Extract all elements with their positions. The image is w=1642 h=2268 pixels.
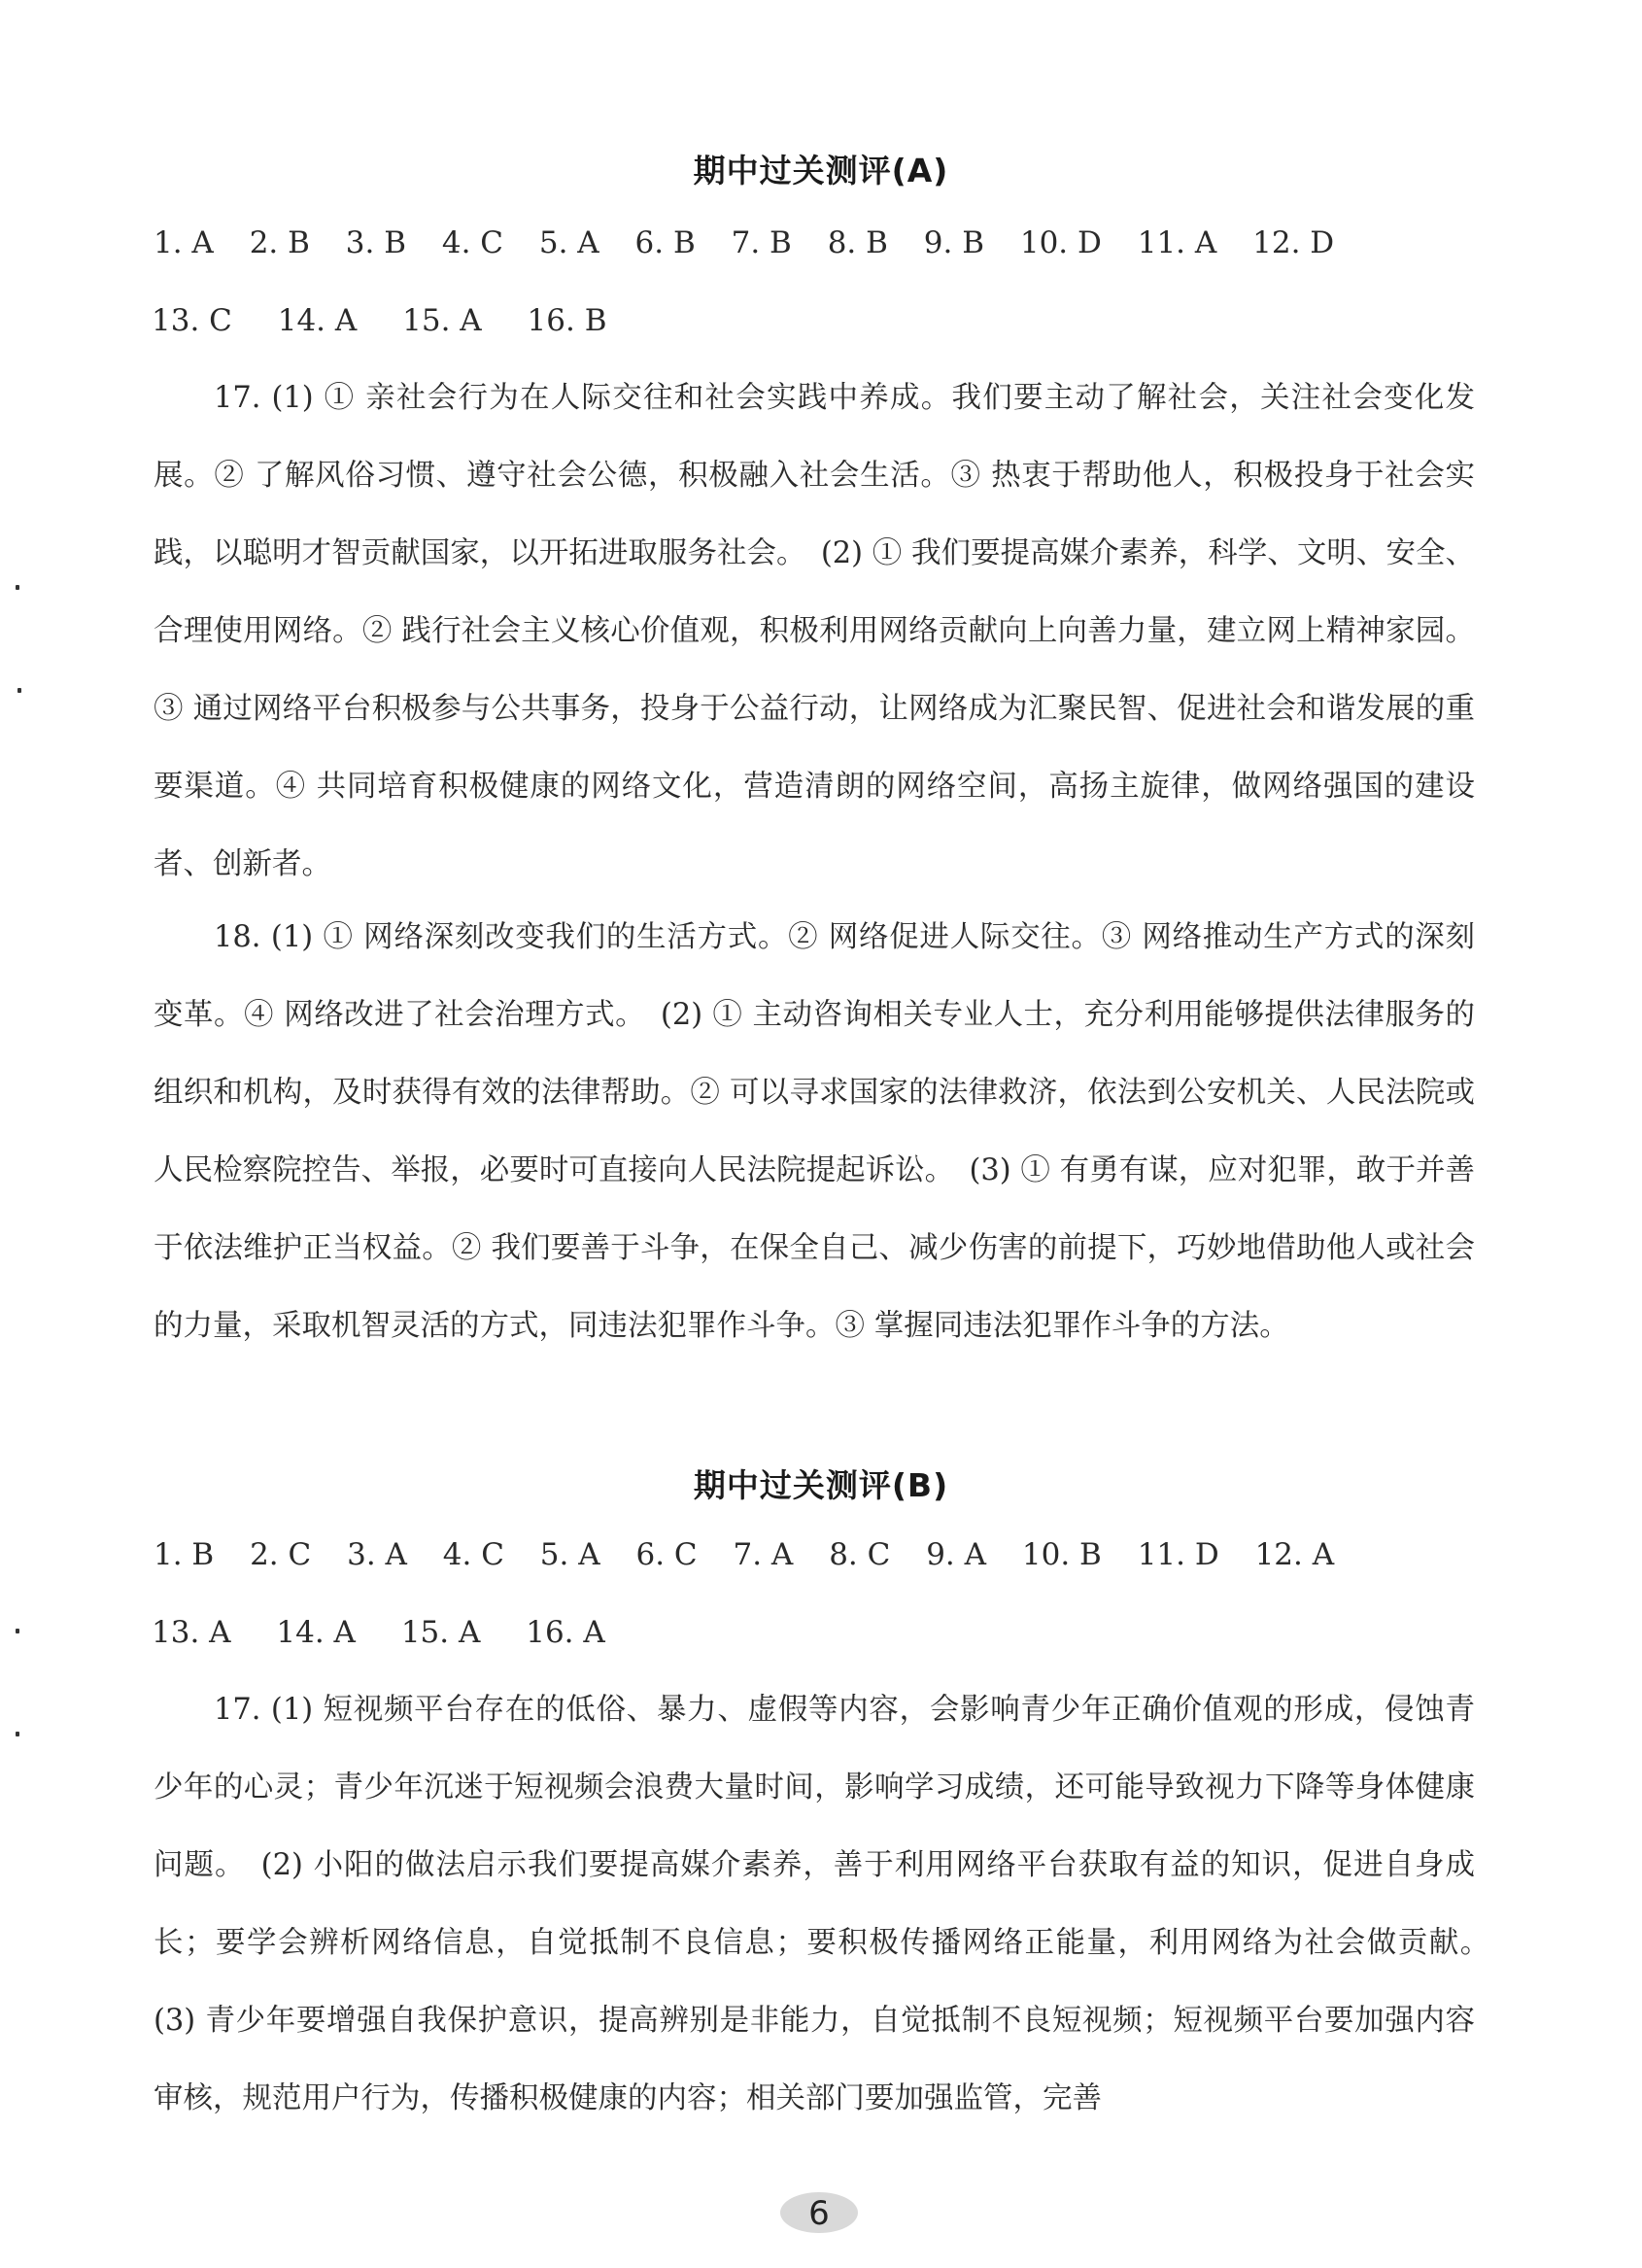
section-b-answers-row-1 (154, 1516, 1475, 1594)
section-b-answers-row-2 (152, 1594, 1475, 1671)
scan-speck (16, 1629, 19, 1633)
answer-item: 12. A (1254, 1537, 1335, 1572)
section-a-choice-answers (154, 204, 1475, 360)
answer-item: 8. B (827, 225, 888, 260)
answer-item: 2. C (250, 1537, 312, 1572)
section-b-question-17: 17. (1) 短视频平台存在的低俗、暴力、虚假等内容，会影响青少年正确价值观的形成，侵蚀青少年的心灵；青少年沉迷于短视频会浪费大量时间，影响学习成绩，还可能导致视力下降等身体健康问题。 (2) 小阳的做法启示我们要提高媒介素养，善于利用网络平台获取有益的知识，促进自身成长；要学会辨析网络信息，自觉抵制不良信息；要积极传播网络正能量，利用网络为社会做贡献。 (3) 青少年要增强自我保护意识，提高辨别是非能力，自觉抵制不良短视频；短视频平台要加强内容审核，规范用户行为，传播积极健康的内容；相关部门要加强监管，完善 (154, 1693, 1505, 2115)
answer-item: 14. A (276, 1615, 356, 1650)
answer-item: 1. A (154, 225, 214, 260)
answer-item: 8. C (829, 1537, 891, 1572)
answer-item: 5. A (538, 225, 599, 260)
answer-item: 15. A (400, 1615, 481, 1650)
section-a-question-18: 18. (1) ① 网络深刻改变我们的生活方式。② 网络促进人际交往。③ 网络推动生产方式的深刻变革。④ 网络改进了社会治理方式。 (2) ① 主动咨询相关专业人士，充分利用能够提供法律服务的组织和机构，及时获得有效的法律帮助。② 可以寻求国家的法律救济，依法到公安机关、人民法院或人民检察院控告、举报，必要时可直接向人民法院提起诉讼。 (3) ① 有勇有谋，应对犯罪，敢于并善于依法维护正当权益。② 我们要善于斗争，在保全自己、减少伤害的前提下，巧妙地借助他人或社会的力量，采取机智灵活的方式，同违法犯罪作斗争。③ 掌握同违法犯罪作斗争的方法。 (154, 920, 1475, 1343)
answer-item: 5. A (539, 1537, 600, 1572)
scan-speck (16, 585, 19, 590)
answer-item: 14. A (277, 303, 358, 338)
answer-item: 4. C (441, 225, 503, 260)
answer-item: 15. A (402, 303, 482, 338)
answer-item: 13. A (152, 1615, 231, 1650)
answer-item: 16. B (527, 303, 607, 338)
page-number-badge: 6 (780, 2192, 858, 2233)
answer-item: 2. B (249, 225, 310, 260)
answer-item: 3. B (345, 225, 406, 260)
section-a-question-17: 17. (1) ① 亲社会行为在人际交往和社会实践中养成。我们要主动了解社会，关注社会变化发展。② 了解风俗习惯、遵守社会公德，积极融入社会生活。③ 热衷于帮助他人，积极投身于社会实践，以聪明才智贡献国家，以开拓进取服务社会。 (2) ① 我们要提高媒介素养，科学、文明、安全、合理使用网络。② 践行社会主义核心价值观，积极利用网络贡献向上向善力量，建立网上精神家园。③ 通过网络平台积极参与公共事务，投身于公益行动，让网络成为汇聚民智、促进社会和谐发展的重要渠道。④ 共同培育积极健康的网络文化，营造清朗的网络空间，高扬主旋律，做网络强国的建设者、创新者。 (154, 381, 1475, 881)
answer-item: 10. D (1019, 225, 1102, 260)
section-b-choice-answers (154, 1516, 1475, 1671)
section-a-answers-row-2 (152, 282, 1475, 360)
answer-item: 16. A (526, 1615, 605, 1650)
answer-item: 9. A (926, 1537, 987, 1572)
answer-item: 11. D (1137, 1537, 1219, 1572)
answer-item: 9. B (923, 225, 984, 260)
answer-item: 3. A (347, 1537, 407, 1572)
section-a-answers-row-1 (154, 204, 1475, 282)
answer-item: 7. A (733, 1537, 794, 1572)
answer-item: 7. B (731, 225, 792, 260)
answer-item: 11. A (1137, 225, 1217, 260)
section-b-title: 期中过关测评(B) (693, 1466, 949, 1504)
answer-item: 10. B (1021, 1537, 1102, 1572)
answer-item: 6. B (634, 225, 696, 260)
scan-speck (17, 688, 21, 693)
answer-item: 1. B (154, 1537, 215, 1572)
answer-item: 6. C (635, 1537, 698, 1572)
answer-item: 12. D (1252, 225, 1335, 260)
answer-item: 13. C (152, 303, 232, 338)
answer-item: 4. C (442, 1537, 504, 1572)
section-a-title: 期中过关测评(A) (693, 152, 949, 189)
scan-speck (16, 1732, 19, 1736)
